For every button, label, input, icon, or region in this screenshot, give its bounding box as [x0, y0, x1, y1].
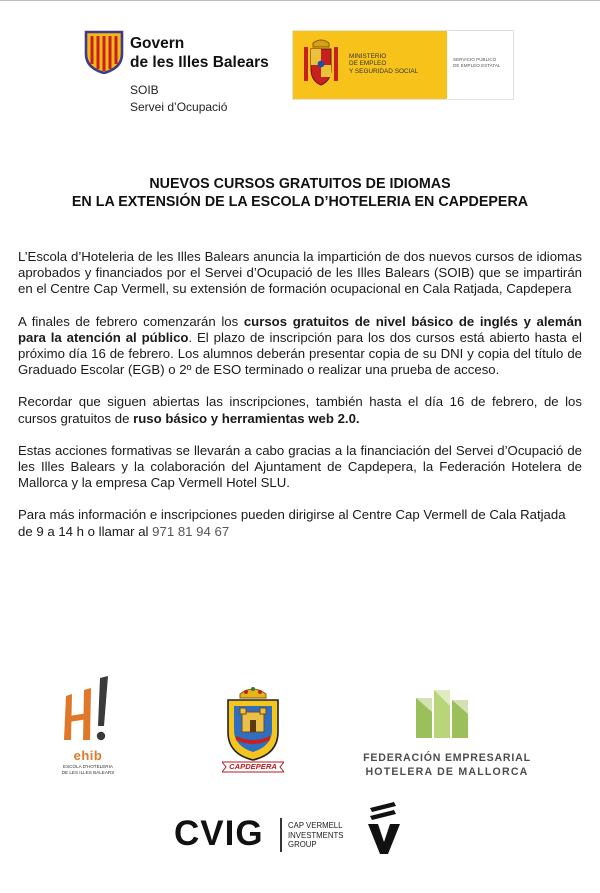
- federacion-hotelera-logo: [362, 690, 532, 782]
- sepe-line2: DE EMPLEO ESTATAL: [453, 62, 501, 68]
- ministerio-empleo-logo: [292, 30, 514, 100]
- govern-title-line2: de les Illes Balears: [130, 54, 269, 71]
- paragraph-reminder: [18, 394, 582, 426]
- spain-coat-of-arms-icon: [301, 37, 341, 91]
- ministerio-line2: DE EMPLEO: [349, 60, 387, 68]
- ehib-h-mark-icon: [58, 676, 118, 746]
- paragraph-courses-lead: A finales de febrero comenzarán los: [18, 313, 244, 329]
- balearic-shield-icon: [84, 30, 124, 74]
- page-title: [0, 175, 600, 211]
- ministerio-line3: Y SEGURIDAD SOCIAL: [349, 67, 419, 75]
- cvig-subtitle: [288, 821, 343, 850]
- cvig-sub-line1: CAP VERMELL: [288, 821, 343, 830]
- ehib-sub-line2: DE LES ILLES BALEARS: [61, 769, 115, 775]
- ehib-subtitle: [54, 764, 122, 775]
- phone-number: 971 81 94 67: [152, 523, 230, 539]
- paragraph-intro: L’Escola d’Hoteleria de les Illes Balears anuncia la impartición de dos nuevos cursos de idiomas aprobados y financiados por el Servei d’Ocupació de les Illes Balears (SOIB) que se impartirán en el Centre Cap Vermell, su extensión de formación ocupacional en Cala Ratjada, Capdepera: [18, 249, 582, 297]
- paragraph-courses-highlight: cursos gratuitos de nivel básico de inglés y alemán para la atención al público: [18, 313, 582, 345]
- soib-line2: Servei d’Ocupació: [130, 100, 228, 114]
- federacion-line2: HOTELERA DE MALLORCA: [365, 766, 529, 778]
- top-rule: [0, 0, 600, 1]
- paragraph-reminder-highlight: ruso básico y herramientas web 2.0.: [133, 410, 360, 426]
- paragraph-courses-rest: . El plazo de inscripción para los dos cursos está abierto hasta el próximo día 16 de febrero. Los alumnos deberán presentar copia de su DNI y copia del título de Graduado Escolar (EGB) o 2º de ESO terminado o realizar una prueba de acceso.: [18, 329, 582, 378]
- soib-label: [130, 82, 227, 116]
- paragraph-reminder-lead: Recordar que siguen abiertas las inscripciones, también hasta el día 16 de febrero, de los cursos gratuitos de: [18, 394, 582, 426]
- cvig-wordmark: CVIG: [174, 814, 264, 853]
- cvig-sub-line2: INVESTMENTS: [288, 830, 344, 840]
- paragraph-contact-lead: Para más información e inscripciones pueden dirigirse al Centre Cap Vermell de Cala Ratjada de 9 a 14 h o llamar al: [18, 507, 566, 539]
- cvig-v-mark-icon: [364, 802, 404, 854]
- cvig-divider: [280, 818, 282, 852]
- title-line2: EN LA EXTENSIÓN DE LA ESCOLA D’HOTELERIA EN CAPDEPERA: [71, 194, 529, 210]
- ministerio-text: [349, 53, 418, 75]
- ministerio-line1: MINISTERIO: [349, 53, 387, 60]
- federacion-line1: FEDERACIÓN EMPRESARIAL: [363, 752, 531, 764]
- capdepera-logo: [222, 684, 284, 780]
- cvig-logo: [174, 800, 414, 860]
- sepe-line1: SERVICIO PÚBLICO: [453, 57, 497, 62]
- soib-line1: SOIB: [130, 83, 159, 97]
- ehib-sub-line1: ESCOLA D'HOTELERIA: [63, 764, 113, 769]
- federacion-building-icon: [412, 690, 474, 740]
- govern-title-line1: Govern: [130, 35, 185, 52]
- paragraph-courses: [18, 314, 582, 379]
- govern-illes-balears-logo: [84, 30, 284, 122]
- ehib-logo: [58, 676, 118, 776]
- sepe-text: [453, 57, 500, 68]
- ehib-wordmark: ehib: [73, 748, 103, 763]
- paragraph-funding: Estas acciones formativas se llevarán a cabo gracias a la financiación del Servei d’Ocupació de les Illes Balears y la colaboración del Ajuntament de Capdepera, la Federación Hotelera de Mallorca y la empresa Cap Vermell Hotel SLU.: [18, 442, 582, 491]
- capdepera-banner-text: CAPDEPERA: [229, 762, 277, 771]
- article-body: [18, 249, 582, 556]
- paragraph-contact: [18, 507, 582, 539]
- title-line1: NUEVOS CURSOS GRATUITOS DE IDIOMAS: [149, 176, 451, 192]
- govern-title: [130, 34, 269, 72]
- cvig-sub-line3: GROUP: [288, 840, 317, 850]
- capdepera-shield-icon: [222, 684, 284, 762]
